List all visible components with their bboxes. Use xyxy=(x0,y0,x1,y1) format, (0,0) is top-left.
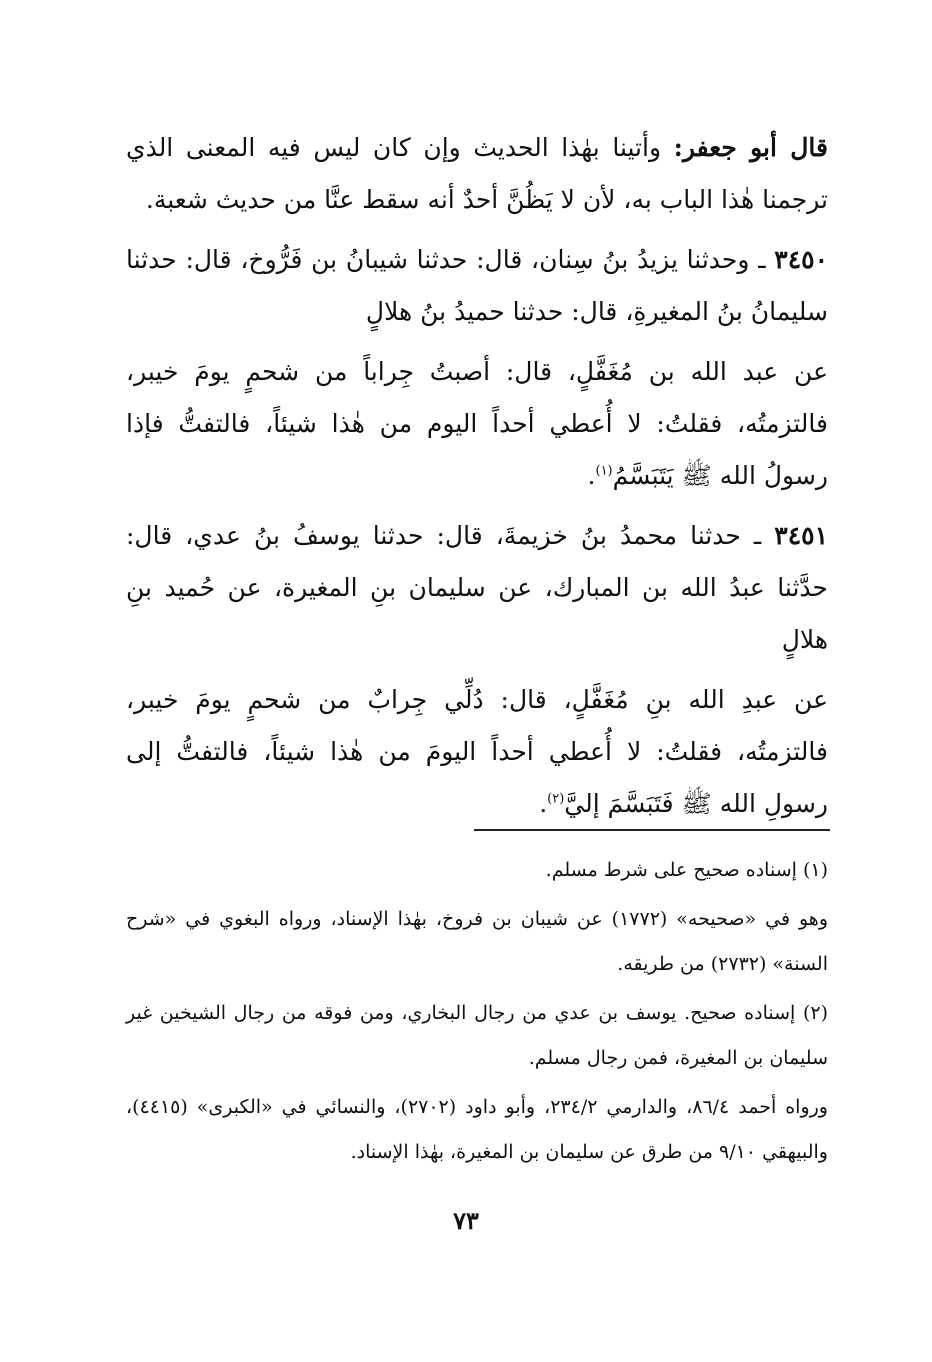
footnote-1-sources: وهو في «صحيحه» (١٧٧٢) عن شيبان بن فروخ، بهٰذا الإسناد، ورواه البغوي في «شرح السنة» (٢٧٣٢) من طريقه. xyxy=(126,908,829,975)
intro-text: وأتينا بهٰذا الحديث وإن كان ليس فيه المعنى الذي ترجمنا هٰذا الباب به، لأن لا يَظُنَّ أحدٌ أنه سقط عنَّا من حديث شعبة. xyxy=(126,133,828,214)
matn-text: عن عبد الله بن مُغَفَّلٍ، قال: أصبتُ جِراباً من شحمٍ يومَ خيبر، فالتزمتُه، فقلتُ: لا أُعطي أحداً اليوم من هٰذا شيئاً، فالتفتُّ فإذا رسولُ الله ﷺ يَتَبَسَّمُ xyxy=(126,357,828,490)
footnote-marker: (٢) xyxy=(547,791,565,807)
matn-text: عن عبدِ الله بنِ مُغَفَّلٍ، قال: دُلِّي جِرابٌ من شحمٍ يومَ خيبر، فالتزمتُه، فقلتُ: لا أُعطي أحداً اليومَ من هٰذا شيئاً، فالتفتُّ إلى رسولِ الله ﷺ فَتَبَسَّمَ إليَّ xyxy=(126,685,828,818)
footnote-2-grading: (٢) إسناده صحيح. يوسف بن عدي من رجال البخاري، ومن فوقه من رجال الشيخين غير سليمان بن المغيرة، فمن رجال مسلم. xyxy=(126,1002,828,1069)
paragraph-intro xyxy=(126,122,828,226)
footnote-2-sources: ورواه أحمد ٨٦/٤، والدارمي ٢٣٤/٢، وأبو داود (٢٧٠٢)، والنسائي في «الكبرى» (٤٤١٥)، والبيهقي ٩/١٠ من طرق عن سليمان بن المغيرة، بهٰذا الإسناد. xyxy=(126,1096,828,1163)
footnote-1-grading: (١) إسناده صحيح على شرط مسلم. xyxy=(545,859,828,881)
period: . xyxy=(587,461,596,490)
period: . xyxy=(539,789,548,818)
isnad-text: ـ وحدثنا يزيدُ بنُ سِنان، قال: حدثنا شيبانُ بن فَرُّوخ، قال: حدثنا سليمانُ بنُ المغيرةِ، قال: حدثنا حميدُ بنُ هلالٍ xyxy=(126,245,828,326)
main-text xyxy=(126,122,828,838)
hadith-3450-matn xyxy=(126,346,828,502)
footnotes xyxy=(126,848,828,1179)
hadith-3451-matn xyxy=(126,674,828,830)
hadith-3450-isnad xyxy=(126,234,828,338)
isnad-text: ـ حدثنا محمدُ بنُ خزيمةَ، قال: حدثنا يوسفُ بنُ عدي، قال: حدَّثنا عبدُ الله بن المبارك، عن سليمان بنِ المغيرة، عن حُميد بنِ هلالٍ xyxy=(126,521,828,654)
footnote-separator xyxy=(474,829,830,831)
hadith-number: ٣٤٥٠ xyxy=(774,245,828,274)
hadith-3451-isnad xyxy=(126,510,828,666)
page-number: ٧٣ xyxy=(453,1206,479,1235)
hadith-number: ٣٤٥١ xyxy=(774,521,828,550)
speaker-name: قال أبو جعفر: xyxy=(673,133,828,162)
footnote-marker: (١) xyxy=(595,463,613,479)
